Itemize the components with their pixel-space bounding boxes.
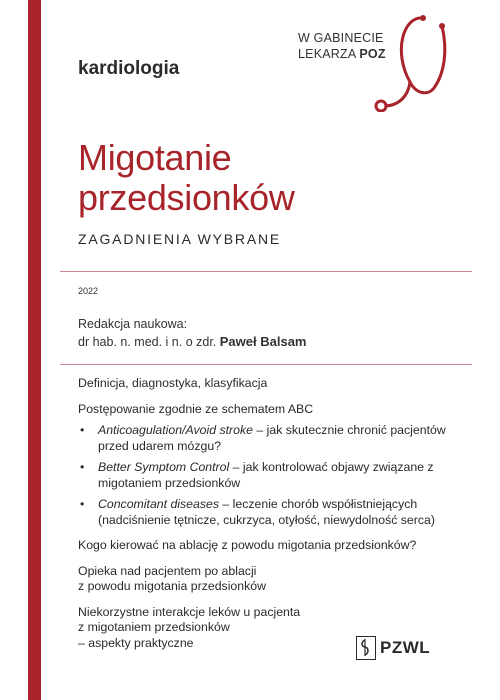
specialty-label: kardiologia — [78, 58, 180, 79]
toc-item-5-line-1: Niekorzystne interakcje leków u pacjenta — [78, 604, 301, 619]
bullet-lead: Better Symptom Control — [98, 460, 230, 474]
red-side-bar — [28, 0, 41, 700]
bullet-dot-icon: • — [80, 497, 85, 511]
series-line-2-bold: POZ — [359, 47, 386, 61]
toc-item-4-line-2: z powodu migotania przedsionków — [78, 579, 266, 593]
toc-item-2: Postępowanie zgodnie ze schematem ABC — [78, 401, 314, 416]
toc-bullet-2 — [78, 460, 458, 491]
book-title-line-1: Migotanie — [78, 137, 232, 178]
bullet-text: – jak skutecznie chronić pacjentów przed udarem mózgu? — [98, 423, 446, 453]
editor-label: Redakcja naukowa: — [78, 317, 188, 331]
editor-block — [78, 316, 306, 351]
book-subtitle: ZAGADNIENIA WYBRANE — [78, 231, 282, 247]
editor-line — [78, 333, 306, 351]
stethoscope-icon — [298, 12, 488, 112]
bullet-text: – leczenie chorób współistniejących (nadciśnienie tętnicze, cukrzyca, otyłość, niewydolność serca) — [98, 497, 435, 527]
bullet-text: – jak kontrolować objawy związane z migotaniem przedsionków — [98, 460, 434, 490]
publisher-name: PZWL — [380, 638, 431, 657]
bullet-dot-icon: • — [80, 423, 85, 437]
toc-item-5-line-3: – aspekty praktyczne — [78, 635, 194, 650]
toc-item-1: Definicja, diagnostyka, klasyfikacja — [78, 376, 268, 390]
toc-bullet-3 — [78, 497, 458, 528]
bullet-lead: Anticoagulation/Avoid stroke — [98, 423, 253, 437]
book-title-line-2: przedsionków — [78, 177, 295, 218]
editor-name: Paweł Balsam — [219, 334, 307, 349]
series-line-2-prefix: LEKARZA — [298, 47, 356, 61]
divider-top — [60, 271, 472, 272]
toc-item-4-line-1: Opieka nad pacjentem po ablacji — [78, 563, 257, 578]
toc-bullets — [78, 423, 458, 528]
series-line-1: W GABINECIE — [298, 31, 384, 45]
toc-bullet-1 — [78, 423, 458, 454]
publisher-emblem-icon — [356, 636, 376, 660]
bullet-lead: Concomitant diseases — [98, 497, 219, 511]
series-badge — [298, 12, 488, 112]
editor-degree: dr hab. n. med. i n. o zdr. — [78, 335, 217, 349]
publisher-logo — [356, 636, 431, 662]
divider-mid — [60, 364, 472, 365]
toc-item-3: Kogo kierować na ablację z powodu migotania przedsionków? — [78, 538, 417, 552]
book-title — [78, 138, 295, 218]
table-of-contents — [78, 376, 458, 651]
toc-item-5-line-2: z migotaniem przedsionków — [78, 620, 230, 634]
publication-year: 2022 — [78, 286, 99, 296]
bullet-dot-icon: • — [80, 460, 85, 474]
